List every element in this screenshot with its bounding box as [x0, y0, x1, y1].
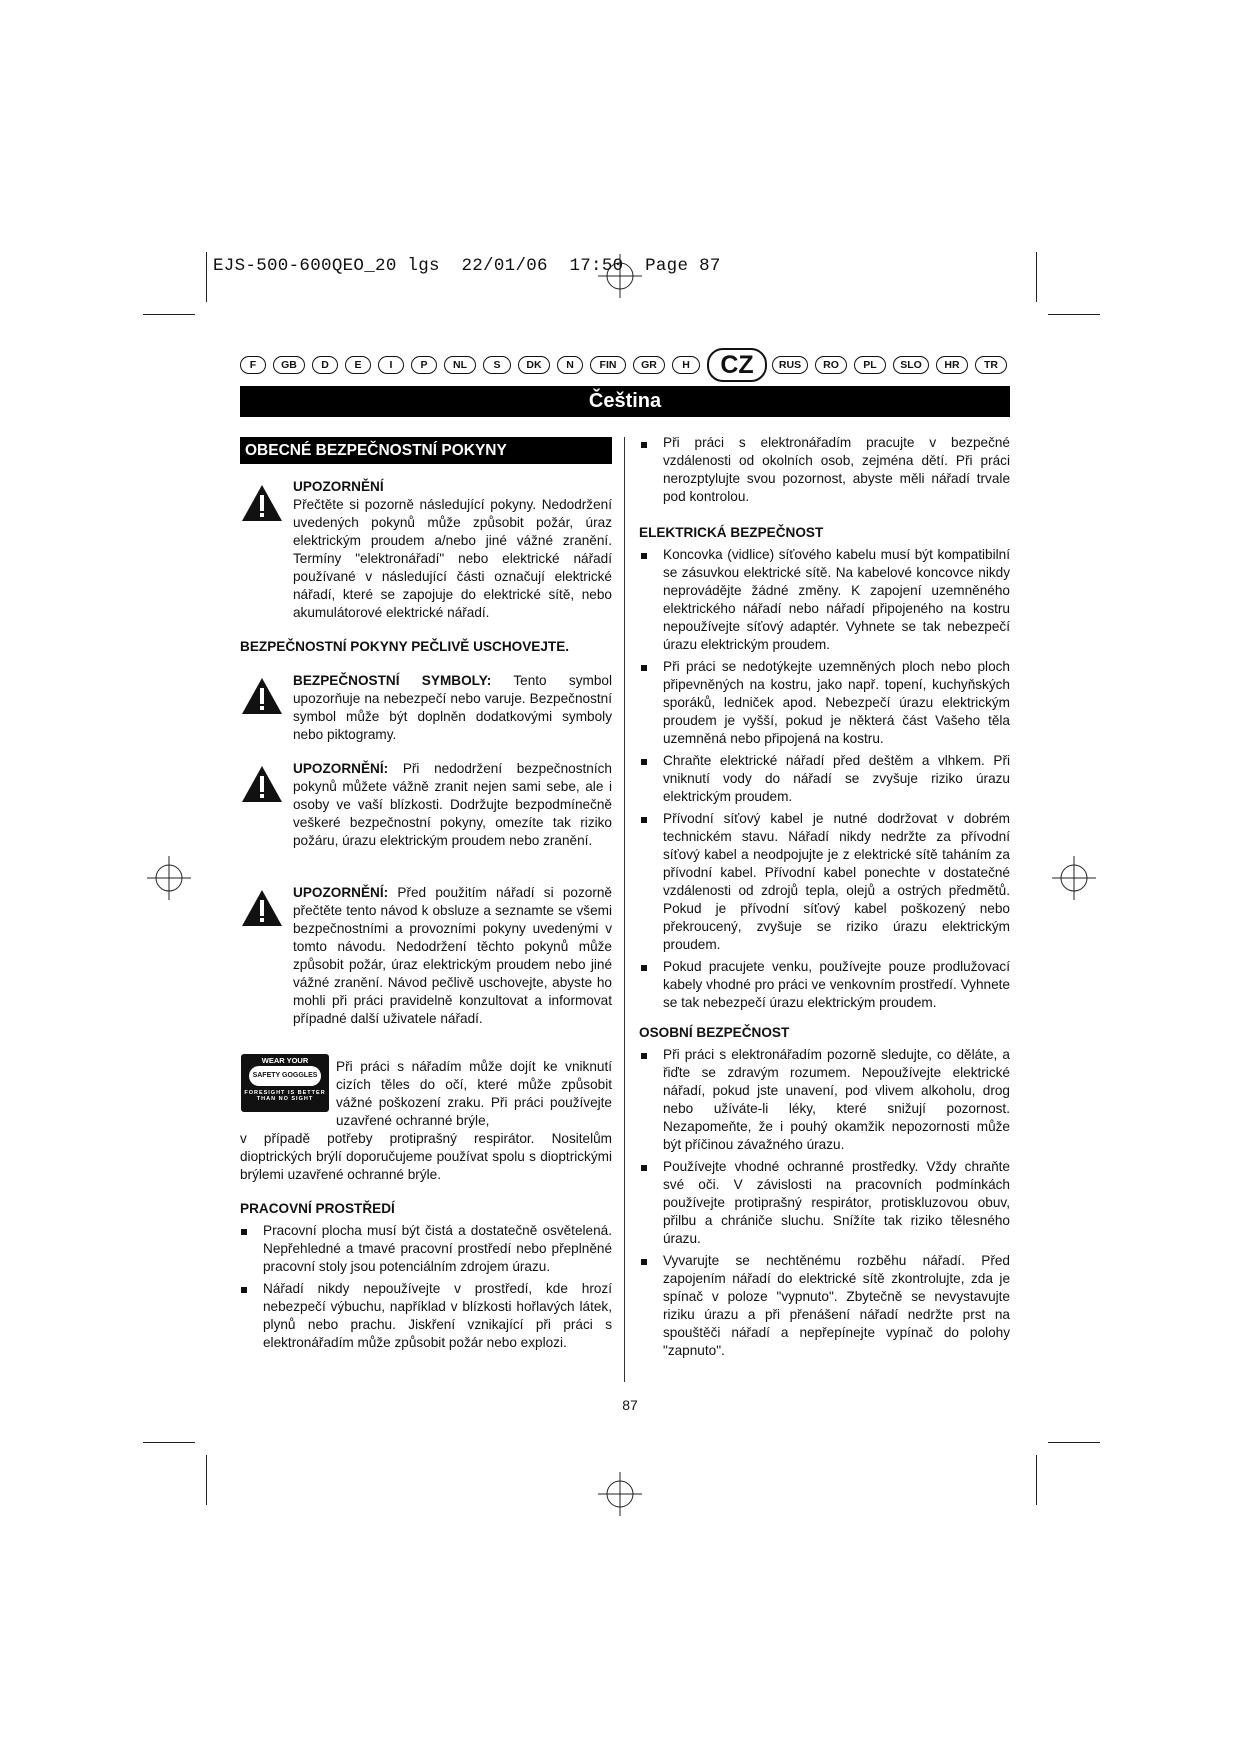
language-tab-d: D — [312, 356, 338, 374]
bullet — [641, 1259, 647, 1265]
crop-mark — [1048, 314, 1100, 315]
warning-icon — [240, 483, 284, 523]
bullet — [241, 1229, 247, 1235]
list-item: Přívodní síťový kabel je nutné dodržovat v dobrém technickém stavu. Nářadí nikdy nedržte za přívodní síťový kabel a neodpojujte je z elektrické sítě taháním za přívodní kabel. Přívodní kabel ponechte v dostatečné vzdálenosti od zdrojů tepla, olejů a ostrých předmětů. Pokud je přívodní síťový kabel poškozený nebo překroucený, zvyšuje se riziko úrazu elektrickým proudem. — [663, 811, 1010, 952]
registration-crosshair-bottom — [598, 1472, 642, 1516]
warning3-paragraph — [293, 884, 612, 1028]
keep-instructions-heading: BEZPEČNOSTNÍ POKYNY PEČLIVĚ USCHOVEJTE. — [240, 639, 570, 654]
language-tab-f: F — [240, 356, 266, 374]
section-title: OBECNÉ BEZPEČNOSTNÍ POKYNY — [240, 437, 612, 464]
language-tabs — [240, 348, 1020, 382]
crop-mark — [1048, 1442, 1100, 1443]
intro-item: Při práci s elektronářadím pracujte v bezpečné vzdálenosti od okolních osob, zejména dětí. Při práci nerozptylujte svou pozornost, abyste měli nářadí trvale pod kontrolou. — [663, 435, 1010, 504]
bullet — [641, 553, 647, 559]
registration-crosshair-right — [1052, 856, 1096, 900]
crop-mark — [1036, 1455, 1037, 1505]
list-item: Chraňte elektrické nářadí před deštěm a vlhkem. Při vniknutí vody do nářadí se zvyšuje riziko úrazu elektrickým proudem. — [663, 753, 1010, 804]
language-tab-slo: SLO — [893, 356, 929, 374]
warning-icon — [240, 676, 284, 716]
registration-crosshair-left — [147, 856, 191, 900]
language-tab-gb: GB — [273, 356, 305, 374]
safety-goggles-sign — [241, 1054, 329, 1112]
list-item: Nářadí nikdy nepoužívejte v prostředí, kde hrozí nebezpečí výbuchu, například v blízkosti hořlavých látek, plynů nebo prachu. Jiskření vznikající při práci s elektronářadím může způsobit požár nebo explozi. — [263, 1281, 612, 1350]
page-number: 87 — [622, 1397, 638, 1413]
language-tab-s: S — [483, 356, 511, 374]
crop-mark — [143, 314, 195, 315]
list-item: Pracovní plocha musí být čistá a dostatečně osvětelená. Nepřehledné a tmavé pracovní prostředí nebo přeplněné pracovní stoly jsou potenciálním zdrojem úrazu. — [263, 1223, 612, 1274]
crop-mark — [206, 252, 207, 302]
list-item: Vyvarujte se nechtěnému rozběhu nářadí. Před zapojením nářadí do elektrické sítě zkontrolujte, zda je spínač v poloze "vypnuto". Zbytečně se nevystavujte riziku úrazu a při přenášení nářadí nedržte prst na spouštěči nářadí a nepřepínejte vypínač do polohy "zapnuto". — [663, 1253, 1010, 1358]
electric-safety-heading: ELEKTRICKÁ BEZPEČNOST — [639, 525, 824, 540]
warning3-lead: UPOZORNĚNÍ: — [293, 885, 389, 900]
bullet — [641, 665, 647, 671]
goggles-sign-lens: SAFETY GOGGLES — [249, 1066, 321, 1086]
list-item: Při práci s elektronářadím pozorně sledujte, co děláte, a řiďte se zdravým rozumem. Nepoužívejte elektrické nářadí, pokud jste unavení, pod vlivem alkoholu, drog nebo užíváte-li léky, které snižují pozornost. Nezapomeňte, že i pouhý okamžik nepozornosti může být příčinou závažného úrazu. — [663, 1047, 1010, 1152]
warning2-text: Při nedodržení bezpečnostních pokynů můžete vážně zranit nejen sami sebe, ale i osoby ve vaší blízkosti. Dodržujte bezpodmínečně veškeré bezpečnostní pokyny, omezíte tak riziko požáru, úrazu elektrickým proudem nebo zranění. — [293, 761, 612, 848]
language-tab-i: I — [378, 356, 404, 374]
safety-symbols-text: Tento symbol upozorňuje na nebezpečí nebo varuje. Bezpečnostní symbol může být doplněn dodatkovými symboly nebo piktogramy. — [293, 673, 612, 742]
language-tab-e: E — [345, 356, 371, 374]
print-slug: EJS-500-600QEO_20 lgs 22/01/06 17:50 Page 87 — [213, 256, 721, 276]
warning3-text: Před použitím nářadí si pozorně přečtěte tento návod k obsluze a seznamte se všemi bezpečnostními a provozními pokyny uvedenými v tomto návodu. Nedodržení těchto pokynů může způsobit požár, úraz elektrickým proudem nebo jiné vážné zranění. Návod pečlivě uschovejte, abyste ho mohli při práci pravidelně konzultovat a informovat případné další uživatele nářadí. — [293, 885, 612, 1026]
page-title: Čeština — [240, 386, 1010, 417]
safety-symbols-lead: BEZPEČNOSTNÍ SYMBOLY: — [293, 673, 492, 688]
bullet — [641, 817, 647, 823]
list-item: Koncovka (vidlice) síťového kabelu musí být kompatibilní se zásuvkou elektrické sítě. Na kabelové koncovce nikdy neprovádějte žádné změny. K zapojení uzemněného elektrického nářadí nebo nářadí připojeného na kostru nepoužívejte síťový adaptér. Vyhnete se tak nebezpečí úrazu elektrickým proudem. — [663, 547, 1010, 652]
personal-safety-heading: OSOBNÍ BEZPEČNOST — [639, 1025, 790, 1040]
language-tab-n: N — [557, 356, 583, 374]
bullet — [241, 1287, 247, 1293]
safety-symbols-paragraph — [293, 672, 612, 744]
list-item: Používejte vhodné ochranné prostředky. Vždy chraňte své oči. V závislosti na pracovních podmínkách používejte protiprašný respirátor, protiskluzovou obuv, přilbu a chrániče sluchu. Snížíte tak riziko tělesného úrazu. — [663, 1159, 1010, 1246]
warning2-lead: UPOZORNĚNÍ: — [293, 761, 389, 776]
language-tab-dk: DK — [518, 356, 550, 374]
language-tab-rus: RUS — [772, 356, 808, 374]
list-item: Při práci se nedotýkejte uzemněných ploch nebo ploch připevněných na kostru, jako např. topení, kuchyňských sporáků, ledniček apod. Nebezpečí úrazu elektrickým proudem je vyšší, pokud je některá část Vašeho těla uzemněná nebo připojená na kostru. — [663, 659, 1010, 746]
goggles-sign-bottom: FORESIGHT IS BETTER THAN NO SIGHT — [244, 1090, 326, 1102]
warning2-paragraph — [293, 760, 612, 850]
work-area-heading: PRACOVNÍ PROSTŘEDÍ — [240, 1201, 395, 1216]
warning-icon — [240, 888, 284, 928]
crop-mark — [1036, 252, 1037, 302]
language-tab-hr: HR — [936, 356, 968, 374]
language-tab-gr: GR — [633, 356, 665, 374]
language-tab-cz: CZ — [707, 348, 767, 382]
bullet — [641, 965, 647, 971]
bullet — [641, 442, 647, 448]
crop-mark — [206, 1455, 207, 1505]
warning-text: Přečtěte si pozorně následující pokyny. Nedodržení uvedených pokynů může způsobit požár, úraz elektrickým proudem a/nebo jiné vážné zranění. Termíny "elektronářadí" nebo elektrické nářadí používané v následující části označují elektrické nářadí, které se zapojuje do elektrické sítě, nebo akumulátorové elektrické nářadí. — [293, 497, 612, 620]
bullet — [641, 1053, 647, 1059]
language-tab-p: P — [411, 356, 437, 374]
language-tab-h: H — [672, 356, 700, 374]
language-tab-fin: FIN — [590, 356, 626, 374]
bullet — [641, 1165, 647, 1171]
bullet — [641, 759, 647, 765]
language-tab-pl: PL — [854, 356, 886, 374]
warning-icon — [240, 764, 284, 804]
list-item: Pokud pracujete venku, používejte pouze prodlužovací kabely vhodné pro práci ve venkovním prostředí. Vyhnete se tak nebezpečí úrazu elektrickým proudem. — [663, 959, 1010, 1010]
goggles-text-continued: v případě potřeby protiprašný respirátor. Nositelům dioptrických brýlí doporučujeme používat spolu s dioptrickými brýlemi uzavřené ochranné brýle. — [240, 1131, 612, 1182]
goggles-text: Při práci s nářadím může dojít ke vniknutí cizích těles do očí, které může způsobit vážné poškození zraku. Při práci používejte uzavřené ochranné brýle, — [336, 1059, 612, 1128]
language-tab-nl: NL — [444, 356, 476, 374]
goggles-sign-top: WEAR YOUR — [261, 1056, 309, 1065]
warning-heading: UPOZORNĚNÍ — [293, 479, 384, 494]
crop-mark — [143, 1442, 195, 1443]
language-tab-tr: TR — [975, 356, 1007, 374]
column-divider — [624, 437, 625, 1382]
language-tab-ro: RO — [815, 356, 847, 374]
